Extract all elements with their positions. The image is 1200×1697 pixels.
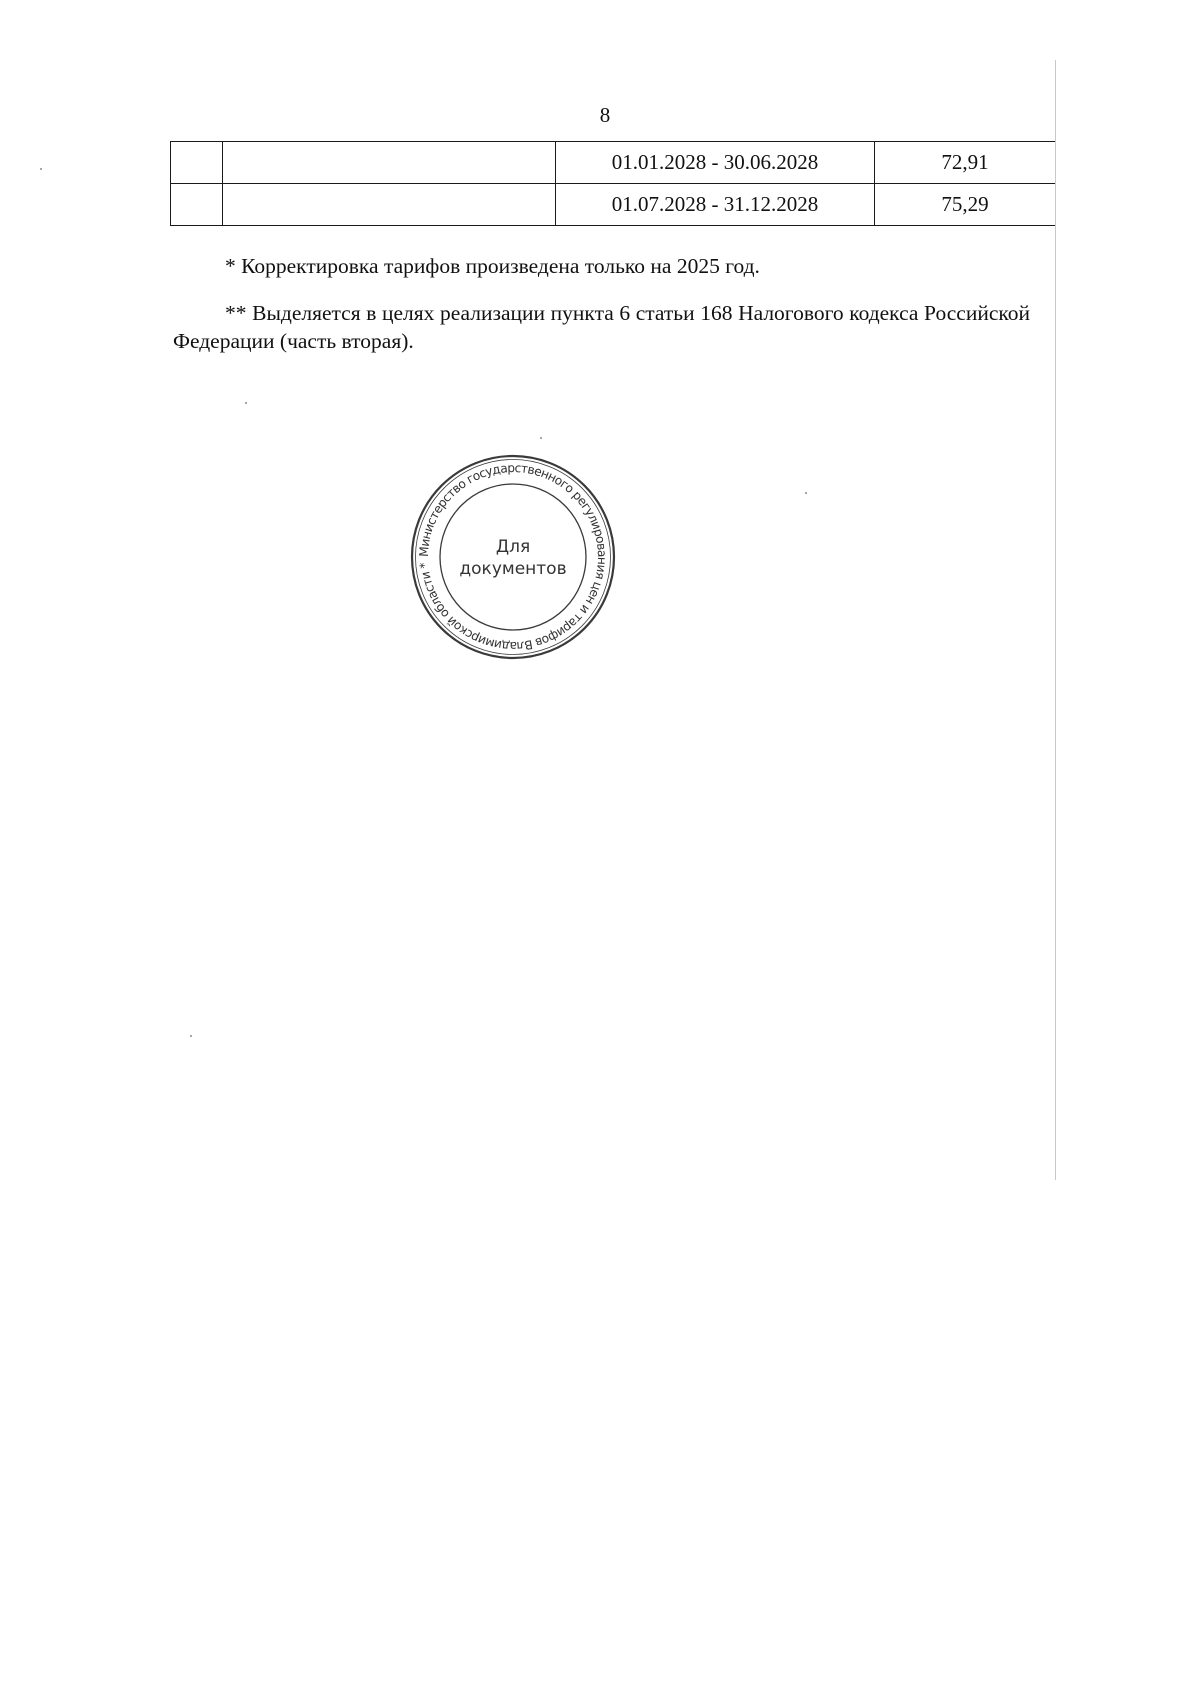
scan-edge-line bbox=[1055, 60, 1056, 1180]
scan-speck bbox=[190, 1035, 192, 1037]
stamp-center-line-2: документов bbox=[459, 559, 567, 579]
tariff-table bbox=[170, 141, 1055, 226]
footnote-tariff-correction: * Корректировка тарифов произведена только на 2025 год. bbox=[225, 254, 760, 278]
stamp-outer-ring bbox=[412, 456, 614, 658]
table-cell-description bbox=[223, 184, 556, 226]
table-cell-period: 01.01.2028 - 30.06.2028 bbox=[556, 142, 875, 184]
stamp-ring-text: Министерство государственного регулирования цен и тарифов Владимирской области * bbox=[416, 460, 610, 654]
stamp-center-line-1: Для bbox=[495, 537, 531, 557]
table-cell-index bbox=[171, 184, 223, 226]
table-cell-tariff-value: 72,91 bbox=[875, 142, 1056, 184]
scan-speck bbox=[40, 168, 42, 170]
stamp-seal-icon bbox=[408, 452, 618, 662]
scan-speck bbox=[805, 492, 807, 494]
table-cell-tariff-value: 75,29 bbox=[875, 184, 1056, 226]
scan-speck bbox=[540, 437, 542, 439]
footnote-tax-code: ** Выделяется в целях реализации пункта 6 статьи 168 Налогового кодекса Российской Федерации (часть вторая). bbox=[173, 301, 1030, 353]
scan-speck bbox=[245, 402, 247, 404]
table-cell-description bbox=[223, 142, 556, 184]
table-cell-period: 01.07.2028 - 31.12.2028 bbox=[556, 184, 875, 226]
stamp-inner-ring bbox=[440, 484, 586, 630]
table-row bbox=[171, 184, 1056, 226]
table-row bbox=[171, 142, 1056, 184]
table-cell-index bbox=[171, 142, 223, 184]
stamp-outer-ring-thin bbox=[416, 460, 611, 655]
page-number: 8 bbox=[599, 103, 611, 127]
official-stamp bbox=[408, 452, 618, 662]
